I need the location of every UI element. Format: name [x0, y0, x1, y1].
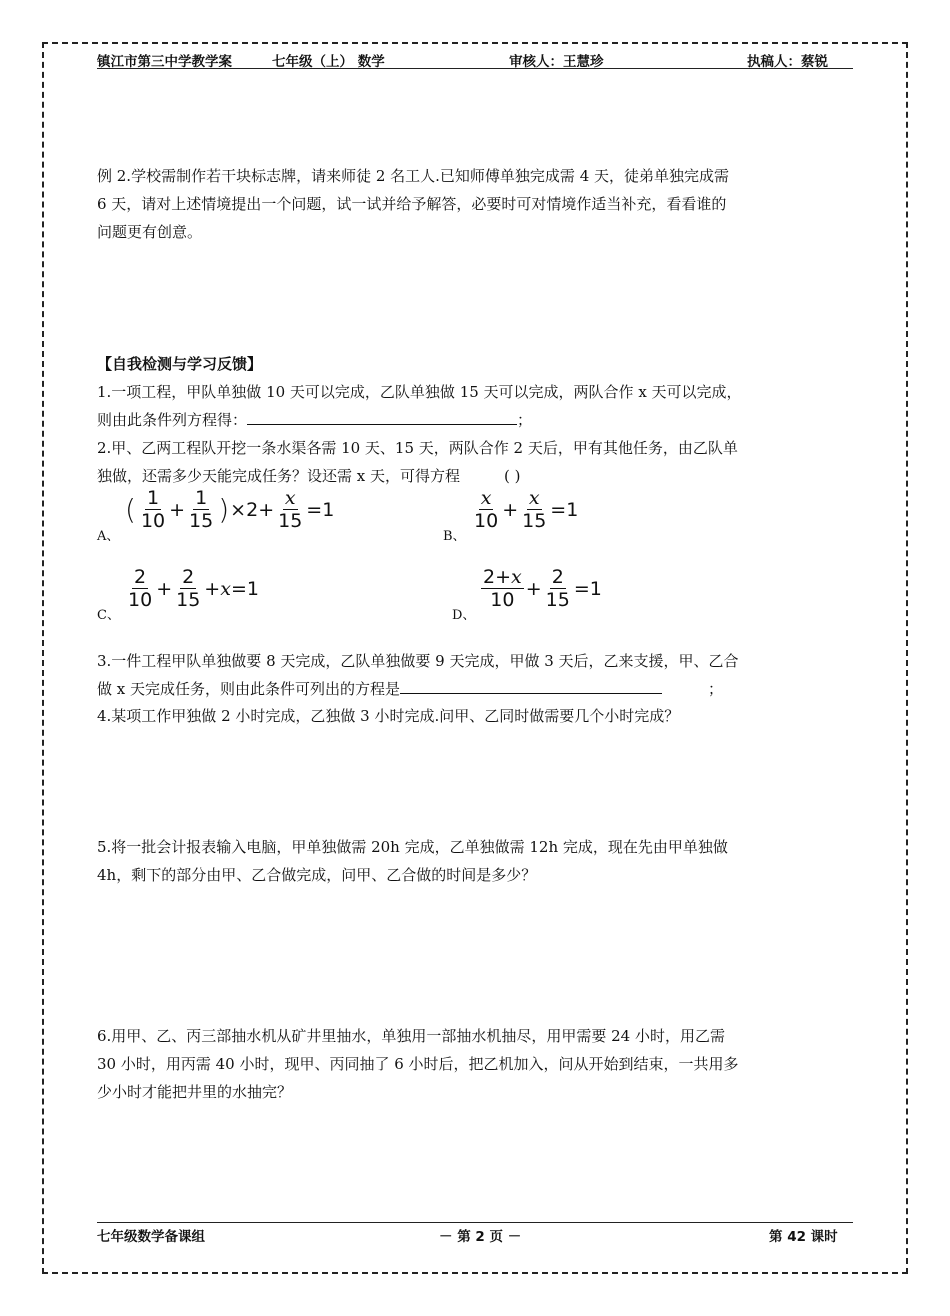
plus-sign: + [156, 577, 173, 600]
fraction: $\frac{x}{15}$ [522, 487, 547, 532]
question-6 [97, 1022, 857, 1106]
option-c-label[interactable]: C、 [97, 608, 120, 623]
equals-sign: = [573, 577, 590, 600]
header-school: 镇江市第三中学教学案 [97, 54, 232, 70]
number: 1 [566, 498, 579, 521]
number: 1 [322, 498, 335, 521]
option-a-equation [124, 487, 334, 532]
fraction: $\frac{1}{15}$ [189, 487, 214, 532]
fraction: $\frac{2}{15}$ [176, 566, 201, 611]
footer-lesson: 第 42 课时 [769, 1229, 838, 1245]
q2-line2 [97, 462, 857, 490]
q1-line1: 1.一项工程，甲队单独做 10 天可以完成，乙队单独做 15 天可以完成，两队合作 x 天可以完成， [97, 383, 742, 401]
fraction: $\frac{1}{10}$ [140, 487, 166, 532]
q1-suffix: ； [517, 411, 533, 429]
q5-line2: 4h，剩下的部分由甲、乙合做完成，问甲、乙合做的时间是多少？ [97, 866, 537, 884]
q5-line1: 5.将一批会计报表输入电脑，甲单独做需 20h 完成，乙单独做需 12h 完成，现在先由甲单独做 [97, 838, 728, 856]
page-header [97, 50, 853, 69]
question-2 [97, 434, 857, 490]
example-2 [97, 162, 857, 246]
question-5 [97, 833, 857, 889]
plus-sign: + [169, 498, 186, 521]
q3-prefix: 做 x 天完成任务，则由此条件可列出的方程是 [97, 680, 400, 698]
number: 2 [246, 498, 259, 521]
fraction: $\frac{2}{10}$ [128, 566, 153, 611]
option-a-label[interactable]: A、 [97, 529, 120, 544]
option-c-equation [124, 566, 259, 611]
fraction: $\frac{2+x}{10}$ [483, 566, 522, 611]
header-reviewer: 审核人：王慧珍 [509, 54, 604, 70]
times-sign: × [230, 498, 247, 521]
q3-line1: 3.一件工程甲队单独做要 8 天完成，乙队单独做要 9 天完成，甲做 3 天后，乙来支援，甲、乙合 [97, 652, 739, 670]
option-d-label[interactable]: D、 [452, 608, 476, 623]
footer-page-number: － 第 2 页 － [439, 1229, 522, 1245]
option-b-equation [470, 487, 578, 532]
plus-sign: + [204, 577, 221, 600]
example-2-line2: 6 天，请对上述情境提出一个问题，试一试并给予解答，必要时可对情境作适当补充，看看谁的 [97, 195, 727, 213]
fraction: $\frac{2}{15}$ [545, 566, 570, 611]
fraction: $\frac{x}{15}$ [278, 487, 303, 532]
option-b-label[interactable]: B、 [443, 529, 466, 544]
q3-answer-blank[interactable] [400, 677, 662, 694]
header-author: 执稿人：蔡锐 [747, 54, 828, 70]
question-1 [97, 378, 857, 434]
footer-group: 七年级数学备课组 [97, 1229, 205, 1245]
number: 1 [589, 577, 602, 600]
q1-answer-blank[interactable] [247, 408, 517, 425]
equals-sign: = [230, 577, 247, 600]
q2-line1: 2.甲、乙两工程队开挖一条水渠各需 10 天、15 天，两队合作 2 天后，甲有其他任务，由乙队单 [97, 439, 738, 457]
question-4 [97, 702, 857, 730]
q6-line1: 6.用甲、乙、丙三部抽水机从矿井里抽水，单独用一部抽水机抽尽，用甲需要 24 小时，用乙需 [97, 1027, 725, 1045]
plus-sign: + [502, 498, 519, 521]
equals-sign: = [306, 498, 323, 521]
q1-line2 [97, 406, 857, 434]
rparen: ) [218, 492, 230, 526]
q4-line1: 4.某项工作甲独做 2 小时完成，乙独做 3 小时完成.问甲、乙同时做需要几个小时完成？ [97, 707, 680, 725]
plus-sign: + [525, 577, 542, 600]
plus-sign: + [258, 498, 275, 521]
number: 1 [246, 577, 259, 600]
q3-line2 [97, 675, 857, 703]
example-2-line1: 例 2.学校需制作若干块标志牌，请来师徒 2 名工人.已知师傅单独完成需 4 天，徒弟单独完成需 [97, 167, 730, 185]
option-d-equation [479, 566, 602, 611]
lparen: ( [125, 492, 136, 526]
q6-line2: 30 小时，用丙需 40 小时，现甲、丙同抽了 6 小时后，把乙机加入，问从开始到结束，一共用多 [97, 1055, 739, 1073]
q2-stem: 独做，还需多少天能完成任务？设还需 x 天，可得方程 [97, 467, 460, 485]
q6-line3: 少小时才能把井里的水抽完？ [97, 1083, 293, 1101]
example-2-line3: 问题更有创意。 [97, 223, 203, 241]
q2-answer-paren[interactable]: ( ) [504, 467, 521, 485]
page-footer [97, 1222, 853, 1245]
equals-sign: = [550, 498, 567, 521]
question-3 [97, 647, 857, 703]
section-title: 【自我检测与学习反馈】 [97, 355, 263, 373]
fraction: $\frac{x}{10}$ [474, 487, 499, 532]
header-grade-subject: 七年级（上） 数学 [272, 54, 385, 70]
variable-x: x [220, 577, 231, 600]
q3-suffix: ； [708, 680, 724, 698]
q1-prefix: 则由此条件列方程得： [97, 411, 248, 429]
